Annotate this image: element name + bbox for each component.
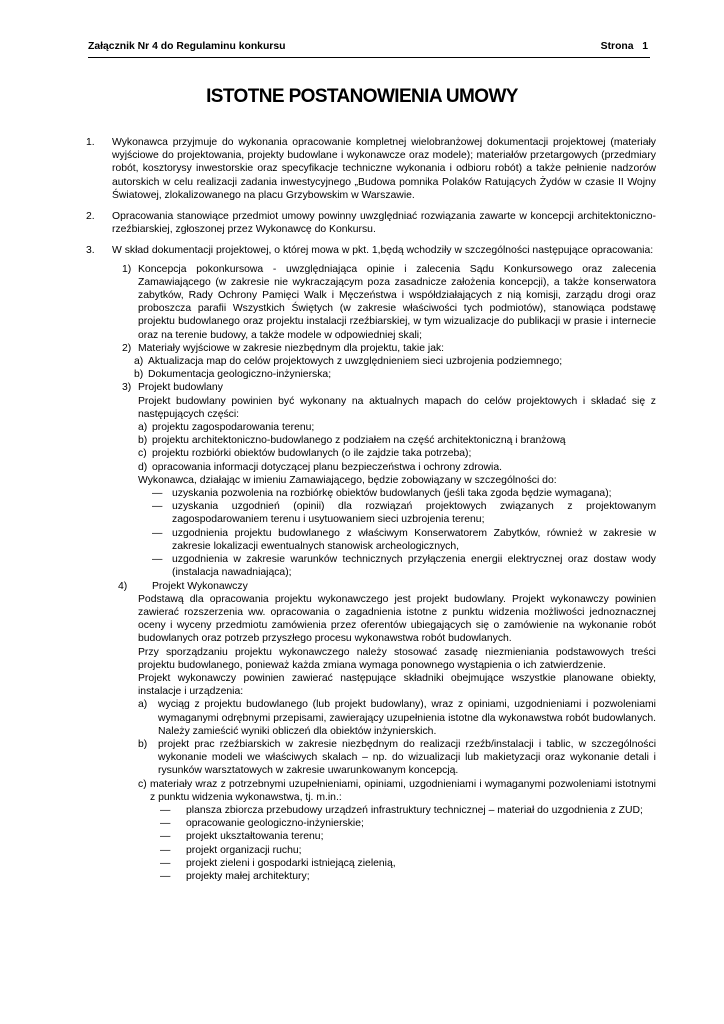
list-item-letter: a): [138, 699, 148, 711]
list-item: [86, 447, 656, 460]
subsection-4-paragraph: Podstawą dla opracowania projektu wykonawczego jest projekt budowlany. Projekt wykonawczy powinien zawierać rozszerzenia ww. opracowania o zagadnienia istotne z punktu widzenia możliwości jednoznacznej oceny i wyceny przedmiotu zamówienia przez oferentów ubiegających się o zamówienie na wykonanie robót budowlanych oraz potrzeb przyszłego procesu wykonawstwa robót budowlanych.: [138, 593, 656, 645]
list-item-text: projektu zagospodarowania terenu;: [152, 422, 315, 434]
dash-item: [86, 830, 656, 843]
list-item: [86, 434, 656, 447]
dash-item: [86, 870, 656, 883]
dash-item: [86, 804, 656, 817]
subsection-number: 2): [122, 342, 132, 354]
dash-item-text: projekt ukształtowania terenu;: [186, 831, 324, 843]
dash-bullet: —: [160, 870, 171, 882]
list-item-letter: c): [138, 778, 147, 790]
section-text: Wykonawca przyjmuje do wykonania opracowanie kompletnej wielobranżowej dokumentacji projektowej (materiały wyjściowe do projektowania, projekty budowlane i wykonawcze oraz modele); materiałów przetargowych (przedmiary robót, kosztorysy inwestorskie oraz specyfikacje techniczne wykonania i odbioru robót) a także pełnienie nadzorów autorskich w celu realizacji zadania inwestycyjnego „Budowa pomnika Polaków Ratujących Żydów w czasie II Wojny Światowej, zlokalizowanego na placu Grzybowskim w Warszawie.: [112, 137, 656, 201]
dash-item-text: uzgodnienia w zakresie warunków technicznych przyłączenia energii elektrycznej oraz dostaw wody (instalacja nawadniająca);: [172, 554, 656, 579]
page-header: [88, 40, 648, 54]
section-number: 1.: [86, 137, 95, 148]
dash-bullet: —: [160, 844, 171, 856]
document-body: [86, 136, 656, 883]
dash-item: [86, 487, 656, 500]
header-rule: [88, 57, 650, 58]
list-item-letter: b): [134, 369, 144, 381]
dash-item: [86, 844, 656, 857]
section-2: [86, 210, 656, 236]
dash-item-text: uzyskania pozwolenia na rozbiórkę obiektów budowlanych (jeśli taka zgoda będzie wymagana);: [172, 488, 612, 500]
document-title: ISTOTNE POSTANOWIENIA UMOWY: [206, 86, 518, 107]
header-annex-title: Załącznik Nr 4 do Regulaminu konkursu: [88, 41, 286, 52]
dash-item: [86, 500, 656, 526]
dash-item-text: plansza zbiorcza przebudowy urządzeń infrastruktury technicznej – materiał do uzgodnienia z ZUD;: [186, 804, 643, 816]
header-page-number: Strona 1: [600, 41, 648, 52]
list-item-text: Dokumentacja geologiczno-inżynierska;: [148, 369, 332, 381]
subsection-4: [86, 580, 656, 593]
dash-bullet: —: [152, 488, 163, 500]
list-item-letter: a): [134, 356, 144, 368]
dash-bullet: —: [152, 554, 163, 566]
list-item-letter: a): [138, 422, 148, 434]
dash-bullet: —: [160, 831, 171, 843]
subsection-text: Projekt Wykonawczy: [152, 580, 248, 592]
list-item: [86, 355, 656, 368]
dash-item: [86, 527, 656, 553]
dash-bullet: —: [160, 857, 171, 869]
dash-item: [86, 857, 656, 870]
subsection-2: [86, 342, 656, 355]
dash-item: [86, 553, 656, 579]
section-text: W skład dokumentacji projektowej, o której mowa w pkt. 1,będą wchodziły w szczególności następujące opracowania:: [112, 245, 654, 257]
section-3: [86, 244, 656, 257]
list-item-letter: c): [138, 448, 147, 460]
dash-bullet: —: [160, 804, 171, 816]
subsection-3-duty: Wykonawca, działając w imieniu Zamawiającego, będzie zobowiązany w szczególności do:: [138, 474, 557, 486]
list-item: [86, 421, 656, 434]
dash-item-text: uzgodnienia projektu budowlanego z właściwym Konserwatorem Zabytków, również w zakresie w zakresie lokalizacji ewentualnych stanowisk archeologicznych,: [172, 527, 656, 552]
list-item: [86, 778, 656, 804]
list-item-text: projektu architektoniczno-budowlanego z podziałem na część architektoniczną i branżową: [152, 435, 566, 447]
dash-item-text: projekt zieleni i gospodarki istniejącą zielenią,: [186, 857, 396, 869]
list-item: [86, 738, 656, 778]
list-item-text: projekt prac rzeźbiarskich w zakresie niezbędnym do realizacji rzeźb/instalacji i tablic, w szczególności wykonanie modeli we właściwych skalach – np. do wizualizacji lub makietyzacji oraz wykonanie detali i rysunków warsztatowych w zakresie uwarunkowanym koncepcją.: [158, 738, 656, 777]
subsection-4-paragraph: Projekt wykonawczy powinien zawierać następujące składniki obejmujące wszystkie planowane obiekty, instalacje i urządzenia:: [138, 672, 656, 698]
dash-item-text: projekt organizacji ruchu;: [186, 844, 302, 856]
list-item-letter: b): [138, 435, 148, 447]
subsection-number: 1): [122, 263, 132, 275]
section-number: 3.: [86, 245, 95, 257]
dash-item-text: projekty małej architektury;: [186, 870, 310, 882]
subsection-1: [86, 263, 656, 342]
list-item: [86, 461, 656, 474]
list-item: [86, 368, 656, 381]
list-item-letter: d): [138, 461, 148, 473]
list-item-text: projektu rozbiórki obiektów budowlanych (o ile zajdzie taka potrzeba);: [152, 448, 472, 460]
list-item-text: materiały wraz z potrzebnymi uzupełnieniami, opiniami, uzgodnieniami i wymaganymi pozwoleniami istotnymi z punktu widzenia wykonawstwa, tj. m.in.:: [150, 778, 656, 803]
dash-bullet: —: [160, 818, 171, 830]
dash-item-text: opracowanie geologiczno-inżynierskie;: [186, 818, 364, 830]
subsection-4-paragraph: Przy sporządzaniu projektu wykonawczego należy stosować zasadę niezmieniania podstawowych treści projektu budowlanego, ponieważ każda zmiana wymaga ponownego wystąpienia o ich zatwierdzenie.: [138, 646, 656, 671]
list-item-text: Aktualizacja map do celów projektowych z uwzględnieniem sieci uzbrojenia podziemnego;: [148, 356, 563, 368]
dash-bullet: —: [152, 501, 163, 513]
subsection-number: 4): [118, 580, 128, 592]
subsection-text: Materiały wyjściowe w zakresie niezbędnym dla projektu, takie jak:: [138, 342, 445, 354]
subsection-number: 3): [122, 382, 132, 394]
dash-bullet: —: [152, 527, 163, 539]
list-item-text: wyciąg z projektu budowlanego (lub projekt budowlany), wraz z opiniami, uzgodnieniami i pozwoleniami wymaganymi odrębnymi przepisami, zawierający uzupełnienia istotne dla wykonawstwa robót budowlanych. Należy zamieścić wyniki obliczeń dla obiektów inżynierskich.: [158, 699, 656, 737]
dash-item-text: uzyskania uzgodnień (opinii) dla rozwiązań projektowych związanych z projektowanym zagospodarowaniem terenu i usytuowaniem sieci uzbrojenia terenu;: [172, 501, 656, 526]
list-item: [86, 698, 656, 738]
subsection-text: Koncepcja pokonkursowa - uwzględniająca opinie i zalecenia Sądu Konkursowego oraz zalecenia Zamawiającego (w zakresie nie wykraczającym poza zasadnicze założenia koncepcji), a także konserwatora zabytków, Rady Ochrony Pamięci Walk i Męczeństwa i współdziałających z nią komisji, zarządu drogi oraz proboszcza parafii Wszystkich Świętych (w zakresie właściwości tych podmiotów), stanowiąca podstawę projektu budowlanego oraz projektu instalacji rzeźbiarskiej, w tym wizualizacje do publikacji w prasie i internecie oraz na terenie budowy, a także modele w odpowiedniej skali;: [138, 263, 656, 341]
list-item-text: opracowania informacji dotyczącej planu bezpieczeństwa i ochrony zdrowia.: [152, 461, 502, 473]
section-text: Opracowania stanowiące przedmiot umowy powinny uwzględniać rozwiązania zawarte w koncepcji architektoniczno-rzeźbiarskiej, zgłoszonej przez Wykonawcę do Konkursu.: [112, 211, 656, 236]
list-item-letter: b): [138, 738, 148, 750]
dash-item: [86, 817, 656, 830]
subsection-3-intro: Projekt budowlany powinien być wykonany na aktualnych mapach do celów projektowych i składać się z następujących części:: [138, 395, 656, 420]
subsection-text: Projekt budowlany: [138, 382, 223, 394]
section-1: [86, 136, 656, 202]
subsection-3: [86, 381, 656, 394]
section-number: 2.: [86, 211, 95, 223]
